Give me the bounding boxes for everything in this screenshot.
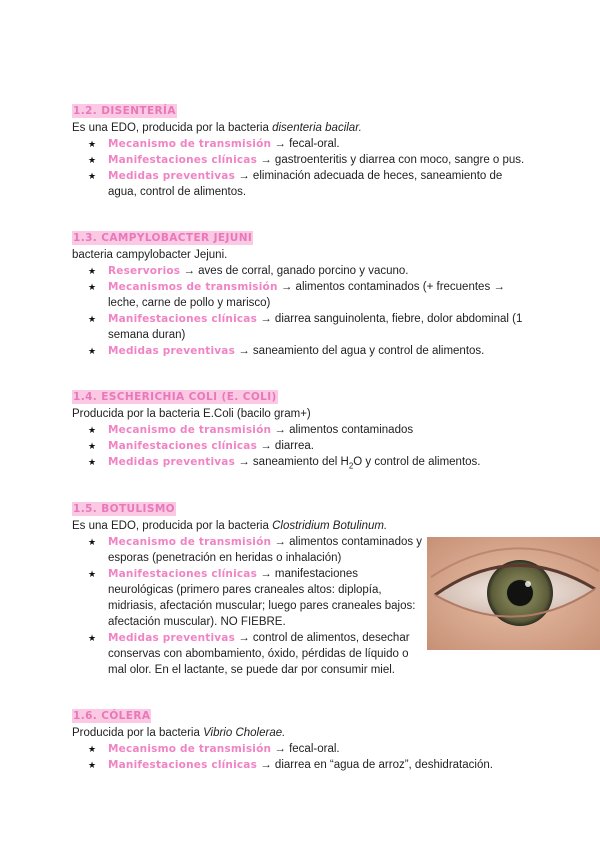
bullet-key: Medidas preventivas [108,170,236,182]
bullet-text: → alimentos contaminados y esporas (penetración en heridas o inhalación) [108,536,423,564]
bullet-text: → saneamiento del H [235,456,349,468]
star-icon: ★ [88,441,97,451]
bullet-key: Mecanismo de transmisión [108,743,272,755]
list-item [72,422,532,438]
bullet-key: Mecanismos de transmisión [108,281,278,293]
star-icon: ★ [88,425,97,435]
eye-photo [427,537,600,650]
section-intro: bacteria campylobacter Jejuni. [72,249,228,261]
star-icon: ★ [88,760,97,770]
section-intro [72,518,532,534]
bullet-text: O y control de alimentos. [353,456,481,468]
section-intro: Producida por la bacteria E.Coli (bacilo gram+) [72,408,311,420]
section-heading: 1.5. BOTULISMO [73,503,175,515]
bullet-key: Medidas preventivas [108,456,236,468]
bullet-key: Reservorios [108,265,181,277]
list-item [72,741,532,757]
list-item [72,630,424,678]
intro-text: Es una EDO, producida por la bacteria [72,520,273,532]
list-item [72,152,532,168]
bullet-list [72,534,424,678]
bullet-key: Mecanismo de transmisión [108,138,272,150]
bullet-text: → fecal-oral. [271,138,340,150]
intro-emphasis: Clostridium Botulinum. [272,520,388,532]
bullet-text: → diarrea en “agua de arroz”, deshidratación. [257,759,493,771]
bullet-text: → aves de corral, ganado porcino y vacuno. [180,265,409,277]
bullet-text: → alimentos contaminados (+ frecuentes → leche, carne de pollo y marisco) [108,281,505,309]
intro-emphasis: disenteria bacilar. [272,122,362,134]
intro-text: Es una EDO, producida por la bacteria [72,122,273,134]
list-item [72,168,532,200]
star-icon: ★ [88,569,97,579]
bullet-text: → diarrea sanguinolenta, fiebre, dolor abdominal (1 semana duran) [108,313,523,341]
list-item [72,534,424,566]
intro-text: Producida por la bacteria [72,727,204,739]
list-item [72,454,532,474]
bullet-key: Mecanismo de transmisión [108,536,272,548]
bullet-list [72,263,532,359]
section-intro [72,120,532,136]
section-heading: 1.6. CÓLERA [73,710,151,722]
list-item [72,757,532,773]
list-item [72,438,532,454]
section-campylobacter [72,231,532,359]
star-icon: ★ [88,457,97,467]
bullet-text: → fecal-oral. [271,743,340,755]
bullet-text: → saneamiento del agua y control de alimentos. [235,345,485,357]
section-heading: 1.3. CAMPYLOBACTER JEJUNI [73,232,253,244]
bullet-key: Mecanismo de transmisión [108,424,272,436]
bullet-text: → alimentos contaminados [271,424,414,436]
bullet-key: Manifestaciones clínicas [108,759,258,771]
list-item [72,136,532,152]
star-icon: ★ [88,171,97,181]
star-icon: ★ [88,537,97,547]
bullet-key: Manifestaciones clínicas [108,313,258,325]
star-icon: ★ [88,314,97,324]
bullet-text: → manifestaciones neurológicas (primero pares craneales altos: diplopía, midriasis, afectación muscular; luego pares craneales bajos: afectación muscular). NO FIEBRE. [108,568,416,628]
intro-emphasis: Vibrio Cholerae. [203,727,286,739]
bullet-key: Medidas preventivas [108,632,236,644]
star-icon: ★ [88,266,97,276]
subscript: 2 [348,461,354,471]
bullet-list [72,741,532,773]
section-intro [72,725,532,741]
bullet-list [72,422,532,474]
section-colera [72,709,532,773]
bullet-key: Manifestaciones clínicas [108,154,258,166]
bullet-list [72,136,532,200]
star-icon: ★ [88,155,97,165]
section-escherichia-coli [72,390,532,474]
list-item [72,343,532,359]
list-item [72,279,532,311]
list-item [72,263,532,279]
list-item [72,311,532,343]
bullet-key: Manifestaciones clínicas [108,440,258,452]
section-heading: 1.2. DISENTERÍA [73,105,176,117]
bullet-text: → eliminación adecuada de heces, saneamiento de agua, control de alimentos. [108,170,503,198]
list-item [72,566,424,630]
section-heading: 1.4. ESCHERICHIA COLI (E. COLI) [73,391,277,403]
bullet-text: → control de alimentos, desechar conservas con abombamiento, óxido, pérdidas de líquido o mal olor. En el lactante, se puede dar por consumir miel. [108,632,410,676]
section-disenteria [72,104,532,200]
star-icon: ★ [88,282,97,292]
star-icon: ★ [88,346,97,356]
star-icon: ★ [88,139,97,149]
bullet-text: → gastroenteritis y diarrea con moco, sangre o pus. [257,154,525,166]
star-icon: ★ [88,744,97,754]
bullet-key: Medidas preventivas [108,345,236,357]
star-icon: ★ [88,633,97,643]
eye-illustration [427,537,600,650]
bullet-key: Manifestaciones clínicas [108,568,258,580]
bullet-text: → diarrea. [257,440,314,452]
